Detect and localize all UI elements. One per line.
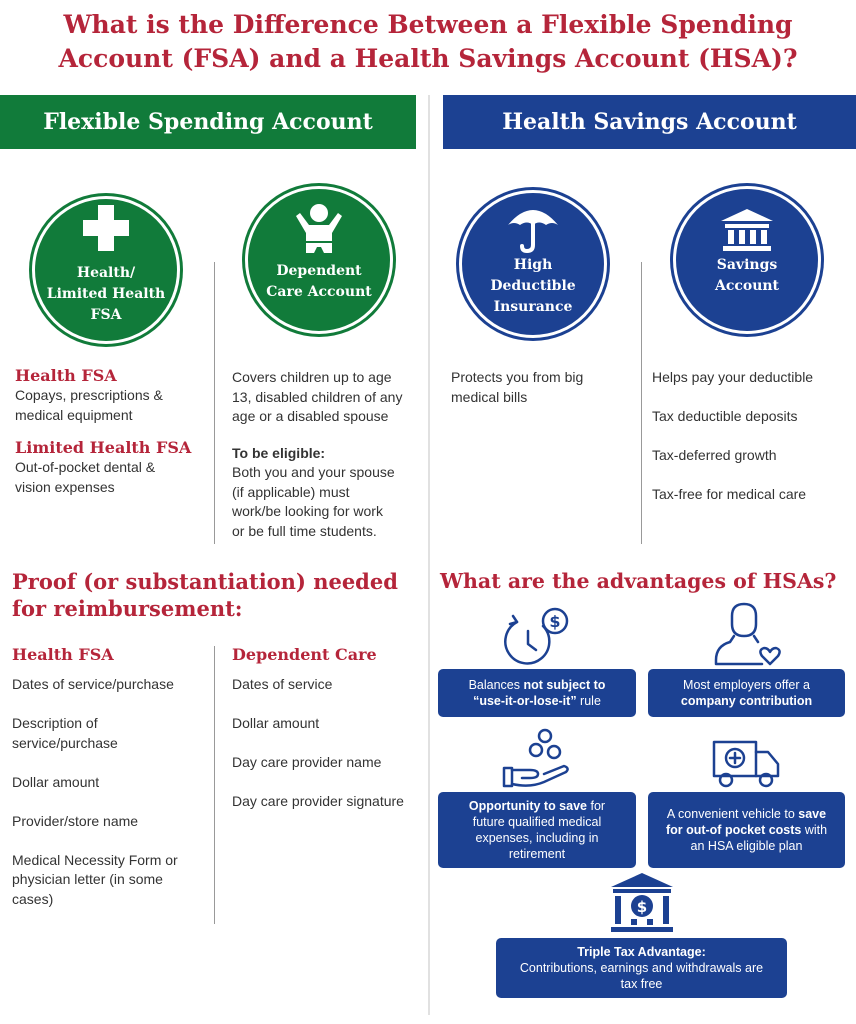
fsa-banner: Flexible Spending Account: [0, 95, 416, 149]
advantage-company-contribution: Most employers offer a company contribution: [648, 669, 845, 717]
proof-heading: Proof (or substantiation) needed for reimbursement:: [12, 569, 398, 621]
ambulance-icon: [710, 736, 782, 790]
svg-text:$: $: [549, 612, 561, 631]
proof-column-divider: [214, 646, 215, 924]
proof-dependent-care-list: Dependent Care Dates of service Dollar amount Day care provider name Day care provider signature: [232, 645, 404, 809]
advantage-convenient-vehicle: A convenient vehicle to save for out-of pocket costs with an HSA eligible plan: [648, 792, 845, 868]
medical-cross-icon: [81, 203, 131, 253]
dependent-care-circle: Dependent Care Account: [245, 186, 393, 334]
proof-health-fsa-list: Health FSA Dates of service/purchase Description of service/purchase Dollar amount Provider/store name Medical Necessity Form or physician letter (in some cases): [12, 645, 178, 907]
advantage-triple-tax: Triple Tax Advantage: Contributions, earnings and withdrawals are tax free: [496, 938, 787, 998]
insurance-description: Protects you from big medical bills: [451, 369, 584, 405]
advantage-opportunity-to-save: Opportunity to save for future qualified medical expenses, including in retirement: [438, 792, 636, 868]
hand-coins-icon: [500, 728, 572, 790]
center-divider: [428, 95, 430, 1015]
employee-heart-icon: [712, 602, 782, 668]
savings-account-circle: Savings Account: [673, 186, 821, 334]
dependent-care-description: Covers children up to age 13, disabled children of any age or a disabled spouse To be eligible: Both you and your spouse (if applicable) must work/be looking for work or be full time students.: [232, 369, 403, 539]
advantage-no-use-it-or-lose-it: Balances not subject to “use-it-or-lose-it” rule: [438, 669, 636, 717]
clock-dollar-icon: [503, 606, 571, 668]
umbrella-icon: [506, 203, 560, 253]
hsa-banner: Health Savings Account: [443, 95, 856, 149]
hsa-column-divider: [641, 262, 642, 544]
fsa-column-divider: [214, 262, 215, 544]
svg-text:$: $: [636, 898, 648, 916]
bank-dollar-icon: [607, 871, 677, 935]
health-fsa-description: Health FSA Copays, prescriptions & medical equipment Limited Health FSA Out-of-pocket dental & vision expenses: [15, 366, 192, 495]
high-deductible-circle: High Deductible Insurance: [459, 190, 607, 338]
advantages-heading: What are the advantages of HSAs?: [440, 569, 837, 593]
health-fsa-circle: Health/ Limited Health FSA: [32, 196, 180, 344]
page-title: What is the Difference Between a Flexible Spending Account (FSA) and a Health Savings Account (HSA)?: [58, 10, 798, 73]
baby-icon: [294, 203, 344, 261]
bank-icon: [717, 207, 777, 253]
savings-benefits-list: Helps pay your deductible Tax deductible deposits Tax-deferred growth Tax-free for medical care: [652, 369, 814, 502]
